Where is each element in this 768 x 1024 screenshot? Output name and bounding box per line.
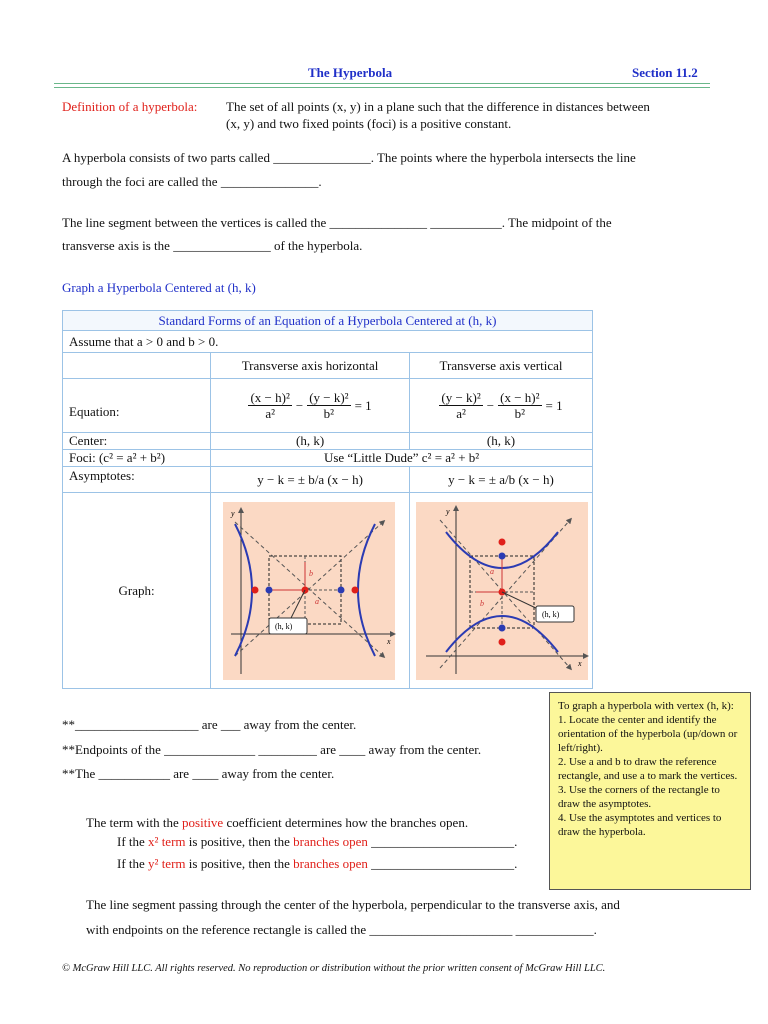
branches-x-open: branches open [293, 834, 368, 849]
asymptote-horizontal: y − k = ± b/a (x − h) [211, 467, 410, 493]
eq-v-rhs: = 1 [545, 397, 563, 413]
graph-v-y-label: y [446, 506, 450, 516]
row-label-graph: Graph: [63, 493, 211, 689]
eq-h-num1: (x − h)² [250, 390, 290, 405]
graph-h-y-label: y [231, 508, 235, 518]
definition-label: Definition of a hyperbola: [62, 99, 198, 114]
standard-forms-table [62, 310, 593, 689]
eq-h-minus: − [295, 397, 304, 413]
subheading: Graph a Hyperbola Centered at (h, k) [62, 280, 256, 295]
graph-h-b-label: b [309, 568, 314, 578]
definition-text-2: (x, y) and two fixed points (foci) is a positive constant. [226, 116, 512, 131]
eq-h-den1: a² [265, 406, 275, 421]
branches-y-b: is positive, then the [185, 856, 294, 871]
copyright-footer: © McGraw Hill LLC. All rights reserved. No reproduction or distribution without the prior written consent of McGraw Hill LLC. [62, 963, 606, 974]
branches-y-open: branches open [293, 856, 368, 871]
paragraph-branches-2: through the foci are called the _______________. [62, 174, 322, 189]
branches-x-blank: ______________________. [367, 834, 518, 849]
graph-vertical-cell [410, 493, 593, 689]
equation-horizontal [211, 379, 410, 433]
branches-y-term: y² term [148, 856, 186, 871]
graph-horizontal [211, 494, 397, 688]
fill-line-endpoints: **Endpoints of the ______________ _________ are ____ away from the center. [62, 742, 482, 757]
definition-text-1: The set of all points (x, y) in a plane such that the difference in distances between [226, 99, 650, 114]
branches-intro [86, 815, 468, 831]
eq-v-den2: b² [514, 406, 526, 421]
paragraph-branches-1: A hyperbola consists of two parts called _______________. The points where the hyperbola intersects the line [62, 150, 636, 165]
branches-x-line [117, 834, 517, 850]
row-label-equation: Equation: [63, 379, 211, 433]
eq-h-rhs: = 1 [354, 397, 372, 413]
page-title: The Hyperbola [308, 65, 393, 80]
paragraph-transverse-2: transverse axis is the _______________ of the hyperbola. [62, 238, 363, 253]
eq-v-num1: (y − k)² [441, 390, 481, 405]
graph-v-a-label: a [490, 566, 494, 576]
foci-value: Use “Little Dude” c² = a² + b² [211, 450, 593, 467]
graph-h-a-label: a [315, 596, 320, 606]
graph-v-b-label: b [480, 598, 484, 608]
row-label-foci: Foci: (c² = a² + b²) [63, 450, 211, 467]
eq-v-minus: − [486, 397, 495, 413]
eq-h-den2: b² [323, 406, 335, 421]
eq-h-num2: (y − k)² [309, 390, 349, 405]
note-step-3: 3. Use the corners of the rectangle to draw the asymptotes. [558, 784, 720, 810]
branches-x-term: x² term [148, 834, 186, 849]
center-vertical: (h, k) [410, 433, 593, 450]
graph-h-x-label: x [387, 636, 391, 646]
eq-v-num2: (x − h)² [500, 390, 540, 405]
graphing-steps-note [549, 692, 751, 890]
equation-vertical [410, 379, 593, 433]
note-step-2: 2. Use a and b to draw the reference rectangle, and use a to mark the vertices. [558, 756, 738, 782]
table-title: Standard Forms of an Equation of a Hyperbola Centered at (h, k) [63, 311, 593, 331]
graph-horizontal-cell [211, 493, 410, 689]
center-horizontal: (h, k) [211, 433, 410, 450]
branches-y-line [117, 856, 517, 872]
branches-intro-a: The term with the [86, 815, 183, 830]
graph-v-x-label: x [578, 658, 582, 668]
fill-line-foci: **The ___________ are ____ away from the center. [62, 766, 335, 781]
branches-intro-b: coefficient determines how the branches open. [223, 815, 469, 830]
col-header-horizontal: Transverse axis horizontal [211, 353, 410, 379]
branches-y-blank: ______________________. [367, 856, 518, 871]
col-header-vertical: Transverse axis vertical [410, 353, 593, 379]
note-step-1: 1. Locate the center and identify the orientation of the hyperbola (up/down or left/right). [558, 714, 738, 754]
note-heading: To graph a hyperbola with vertex (h, k): [558, 700, 734, 712]
graph-vertical [410, 494, 592, 688]
eq-v-den1: a² [456, 406, 466, 421]
branches-intro-positive: positive [182, 815, 224, 830]
note-step-4: 4. Use the asymptotes and vertices to draw the hyperbola. [558, 812, 722, 838]
section-label: Section 11.2 [632, 65, 698, 80]
fill-line-vertices: **___________________ are ___ away from the center. [62, 717, 357, 732]
branches-x-b: is positive, then the [185, 834, 294, 849]
branches-x-a: If the [117, 834, 149, 849]
graph-h-hk-label: (h, k) [275, 621, 293, 631]
row-label-asymptotes: Asymptotes: [63, 467, 211, 493]
table-corner [63, 353, 211, 379]
asymptote-vertical: y − k = ± a/b (x − h) [410, 467, 593, 493]
conjugate-line-2: with endpoints on the reference rectangle is called the ______________________ ____________. [86, 922, 597, 937]
conjugate-line-1: The line segment passing through the center of the hyperbola, perpendicular to the transverse axis, and [86, 897, 620, 912]
header-rule-bottom [54, 87, 710, 88]
graph-v-hk-label: (h, k) [542, 609, 560, 619]
paragraph-transverse-1: The line segment between the vertices is called the _______________ ___________. The midpoint of the [62, 215, 612, 230]
header-rule-top [54, 83, 710, 84]
row-label-center: Center: [63, 433, 211, 450]
table-assumption: Assume that a > 0 and b > 0. [63, 331, 593, 353]
branches-y-a: If the [117, 856, 149, 871]
